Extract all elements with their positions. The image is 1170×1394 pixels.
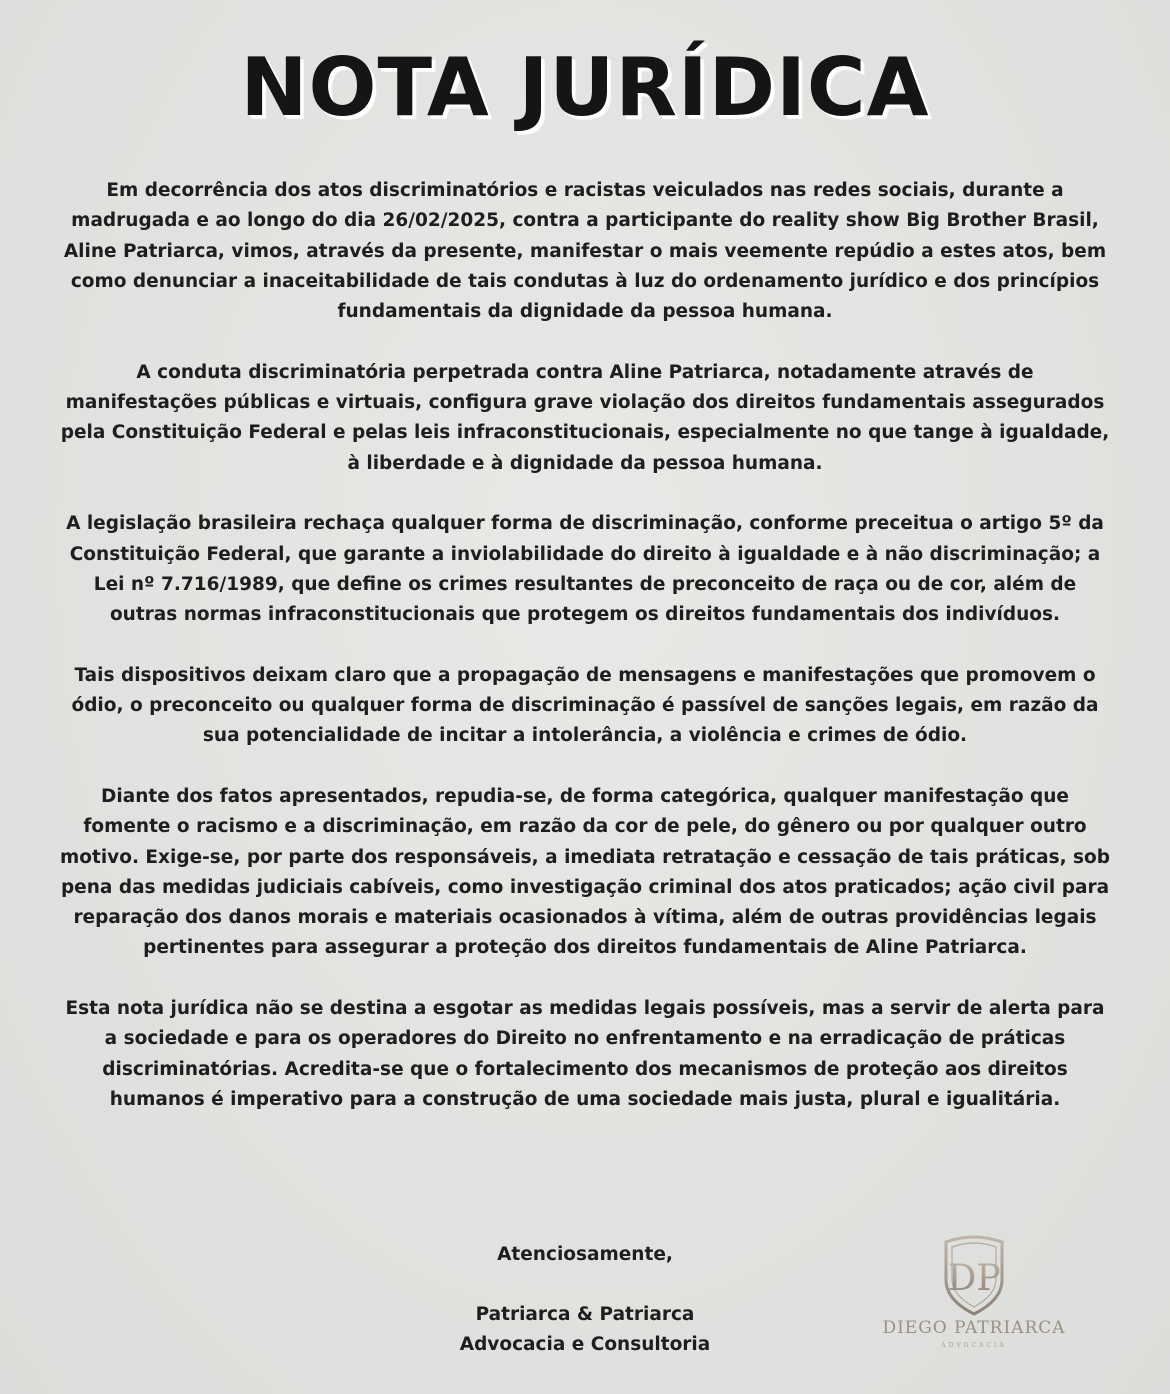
closing-salutation: Atenciosamente, [497,1244,673,1265]
paragraph-2: A conduta discriminatória perpetrada contra Aline Patriarca, notadamente através de manifestações públicas e virtuais, configura grave violação dos direitos fundamentais assegurados pela Constituição Federal e pelas leis infraconstitucionais, especialmente no que tange à igualdade, à liberdade e à dignidade da pessoa humana. [60,361,1110,474]
law-firm-logo [876,1228,1072,1378]
paragraph-3: A legislação brasileira rechaça qualquer forma de discriminação, conforme preceitua o artigo 5º da Constituição Federal, que garante a inviolabilidade do direito à igualdade e à não discriminação; a Lei nº 7.716/1989, que define os crimes resultantes de preconceito de raça ou de cor, além de outras normas infraconstitucionais que protegem os direitos fundamentais dos indivíduos. [66,513,1104,626]
firm-subtitle: Advocacia e Consultoria [459,1334,711,1355]
logo-subtitle: ADVOCACIA [941,1342,1007,1349]
paragraph-1: Em decorrência dos atos discriminatórios e racistas veiculados nas redes sociais, durante a madrugada e ao longo do dia 26/02/2025, contra a participante do reality show Big Brother Brasil, Aline Patriarca, vimos, através da presente, manifestar o mais veemente repúdio a estes atos, bem como denunciar a inaceitabilidade de tais condutas à luz do ordenamento jurídico e dos princípios fundamentais da dignidade da pessoa humana. [63,180,1107,323]
paragraph-6: Esta nota jurídica não se destina a esgotar as medidas legais possíveis, mas a servir de alerta para a sociedade e para os operadores do Direito no enfrentamento e na erradicação de práticas discriminatórias. Acredita-se que o fortalecimento dos mecanismos de proteção aos direitos humanos é imperativo para a construção de uma sociedade mais justa, plural e igualitária. [65,998,1105,1110]
document-body [60,176,1110,1146]
document-title: NOTA JURÍDICA [240,41,930,134]
firm-name: Patriarca & Patriarca [475,1304,695,1325]
paragraph-5: Diante dos fatos apresentados, repudia-se, de forma categórica, qualquer manifestação que fomente o racismo e a discriminação, em razão da cor de pele, do gênero ou por qualquer outro motivo. Exige-se, por parte dos responsáveis, a imediata retratação e cessação de tais práticas, sob pena das medidas judiciais cabíveis, como investigação criminal dos atos praticados; ação civil para reparação dos danos morais e materiais ocasionados à vítima, além de outras providências legais pertinentes para assegurar a proteção dos direitos fundamentais de Aline Patriarca. [60,785,1111,959]
paragraph-4: Tais dispositivos deixam claro que a propagação de mensagens e manifestações que promovem o ódio, o preconceito ou qualquer forma de discriminação é passível de sanções legais, em razão da sua potencialidade de incitar a intolerância, a violência e crimes de ódio. [71,664,1099,747]
logo-name: DIEGO PATRIARCA [882,1318,1066,1338]
signature-block [335,1300,835,1360]
shield-monogram-icon [876,1228,1072,1318]
svg-text:DP: DP [947,1258,1001,1299]
